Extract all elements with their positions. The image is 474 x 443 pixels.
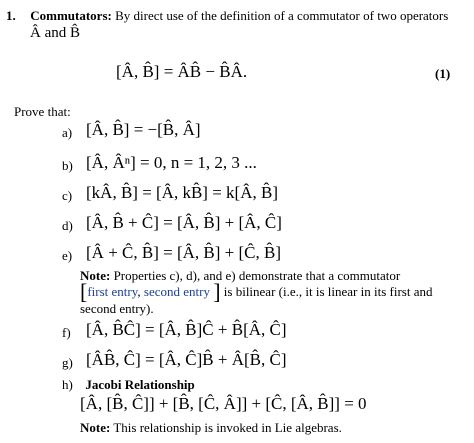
- item-b-expr: [Â, Âⁿ] = 0, n = 1, 2, 3 ...: [86, 153, 257, 172]
- note1-label: Note:: [80, 268, 111, 283]
- problem-title: Commutators:: [30, 8, 112, 23]
- item-c-expr: [kÂ, B̂] = [Â, kB̂] = k[Â, B̂]: [86, 183, 278, 202]
- item-d-expr: [Â, B̂ + Ĉ] = [Â, B̂] + [Â, Ĉ]: [86, 213, 282, 232]
- note1-bracket-close: ]: [213, 279, 221, 304]
- item-a-label: a): [62, 125, 73, 140]
- jacobi-label: h): [62, 377, 73, 392]
- note1-second-entry: second entry: [143, 284, 210, 299]
- operators-line: Â and B̂: [30, 25, 80, 41]
- item-c-label: c): [62, 188, 73, 203]
- note1-line2: [80, 279, 433, 304]
- item-b-label: b): [62, 158, 73, 173]
- item-a-expr: [Â, B̂] = −[B̂, Â]: [86, 120, 201, 139]
- note1-line1: [80, 268, 400, 284]
- definition-equation: [Â, B̂] = ÂB̂ − B̂Â.: [116, 62, 248, 81]
- equation-number: (1): [435, 66, 451, 81]
- item-e-expr: [Â + Ĉ, B̂] = [Â, B̂] + [Ĉ, B̂]: [86, 243, 281, 262]
- item-f-expr: [Â, B̂Ĉ] = [Â, B̂]Ĉ + B̂[Â, Ĉ]: [86, 320, 287, 339]
- problem-intro: By direct use of the definition of a commutator of two operators: [115, 8, 449, 23]
- item-g-expr: [ÂB̂, Ĉ] = [Â, Ĉ]B̂ + Â[B̂, Ĉ]: [86, 350, 287, 369]
- item-f-label: f): [62, 325, 71, 340]
- prove-label: Prove that:: [14, 104, 71, 119]
- problem-header: [6, 8, 448, 24]
- item-g-label: g): [62, 355, 73, 370]
- jacobi-title: Jacobi Relationship: [85, 377, 195, 392]
- problem-number: 1.: [6, 8, 16, 23]
- note1-first-entry: first entry: [87, 284, 138, 299]
- note1-text2: is bilinear (i.e., it is linear in its first and: [223, 284, 433, 299]
- jacobi-header: [62, 377, 195, 393]
- item-d-label: d): [62, 218, 73, 233]
- note1-line3: second entry).: [80, 301, 154, 316]
- note2-text: This relationship is invoked in Lie algebras.: [113, 420, 342, 435]
- note2-label: Note:: [80, 420, 111, 435]
- note2-line: [80, 420, 342, 436]
- note1-text1: Properties c), d), and e) demonstrate that a commutator: [113, 268, 401, 283]
- note1-comma: ,: [137, 284, 141, 299]
- note1-bracket-open: [: [80, 279, 88, 304]
- jacobi-expr: [Â, [B̂, Ĉ]] + [B̂, [Ĉ, Â]] + [Ĉ, [Â, B̂]] = 0: [80, 394, 367, 413]
- item-e-label: e): [62, 248, 73, 263]
